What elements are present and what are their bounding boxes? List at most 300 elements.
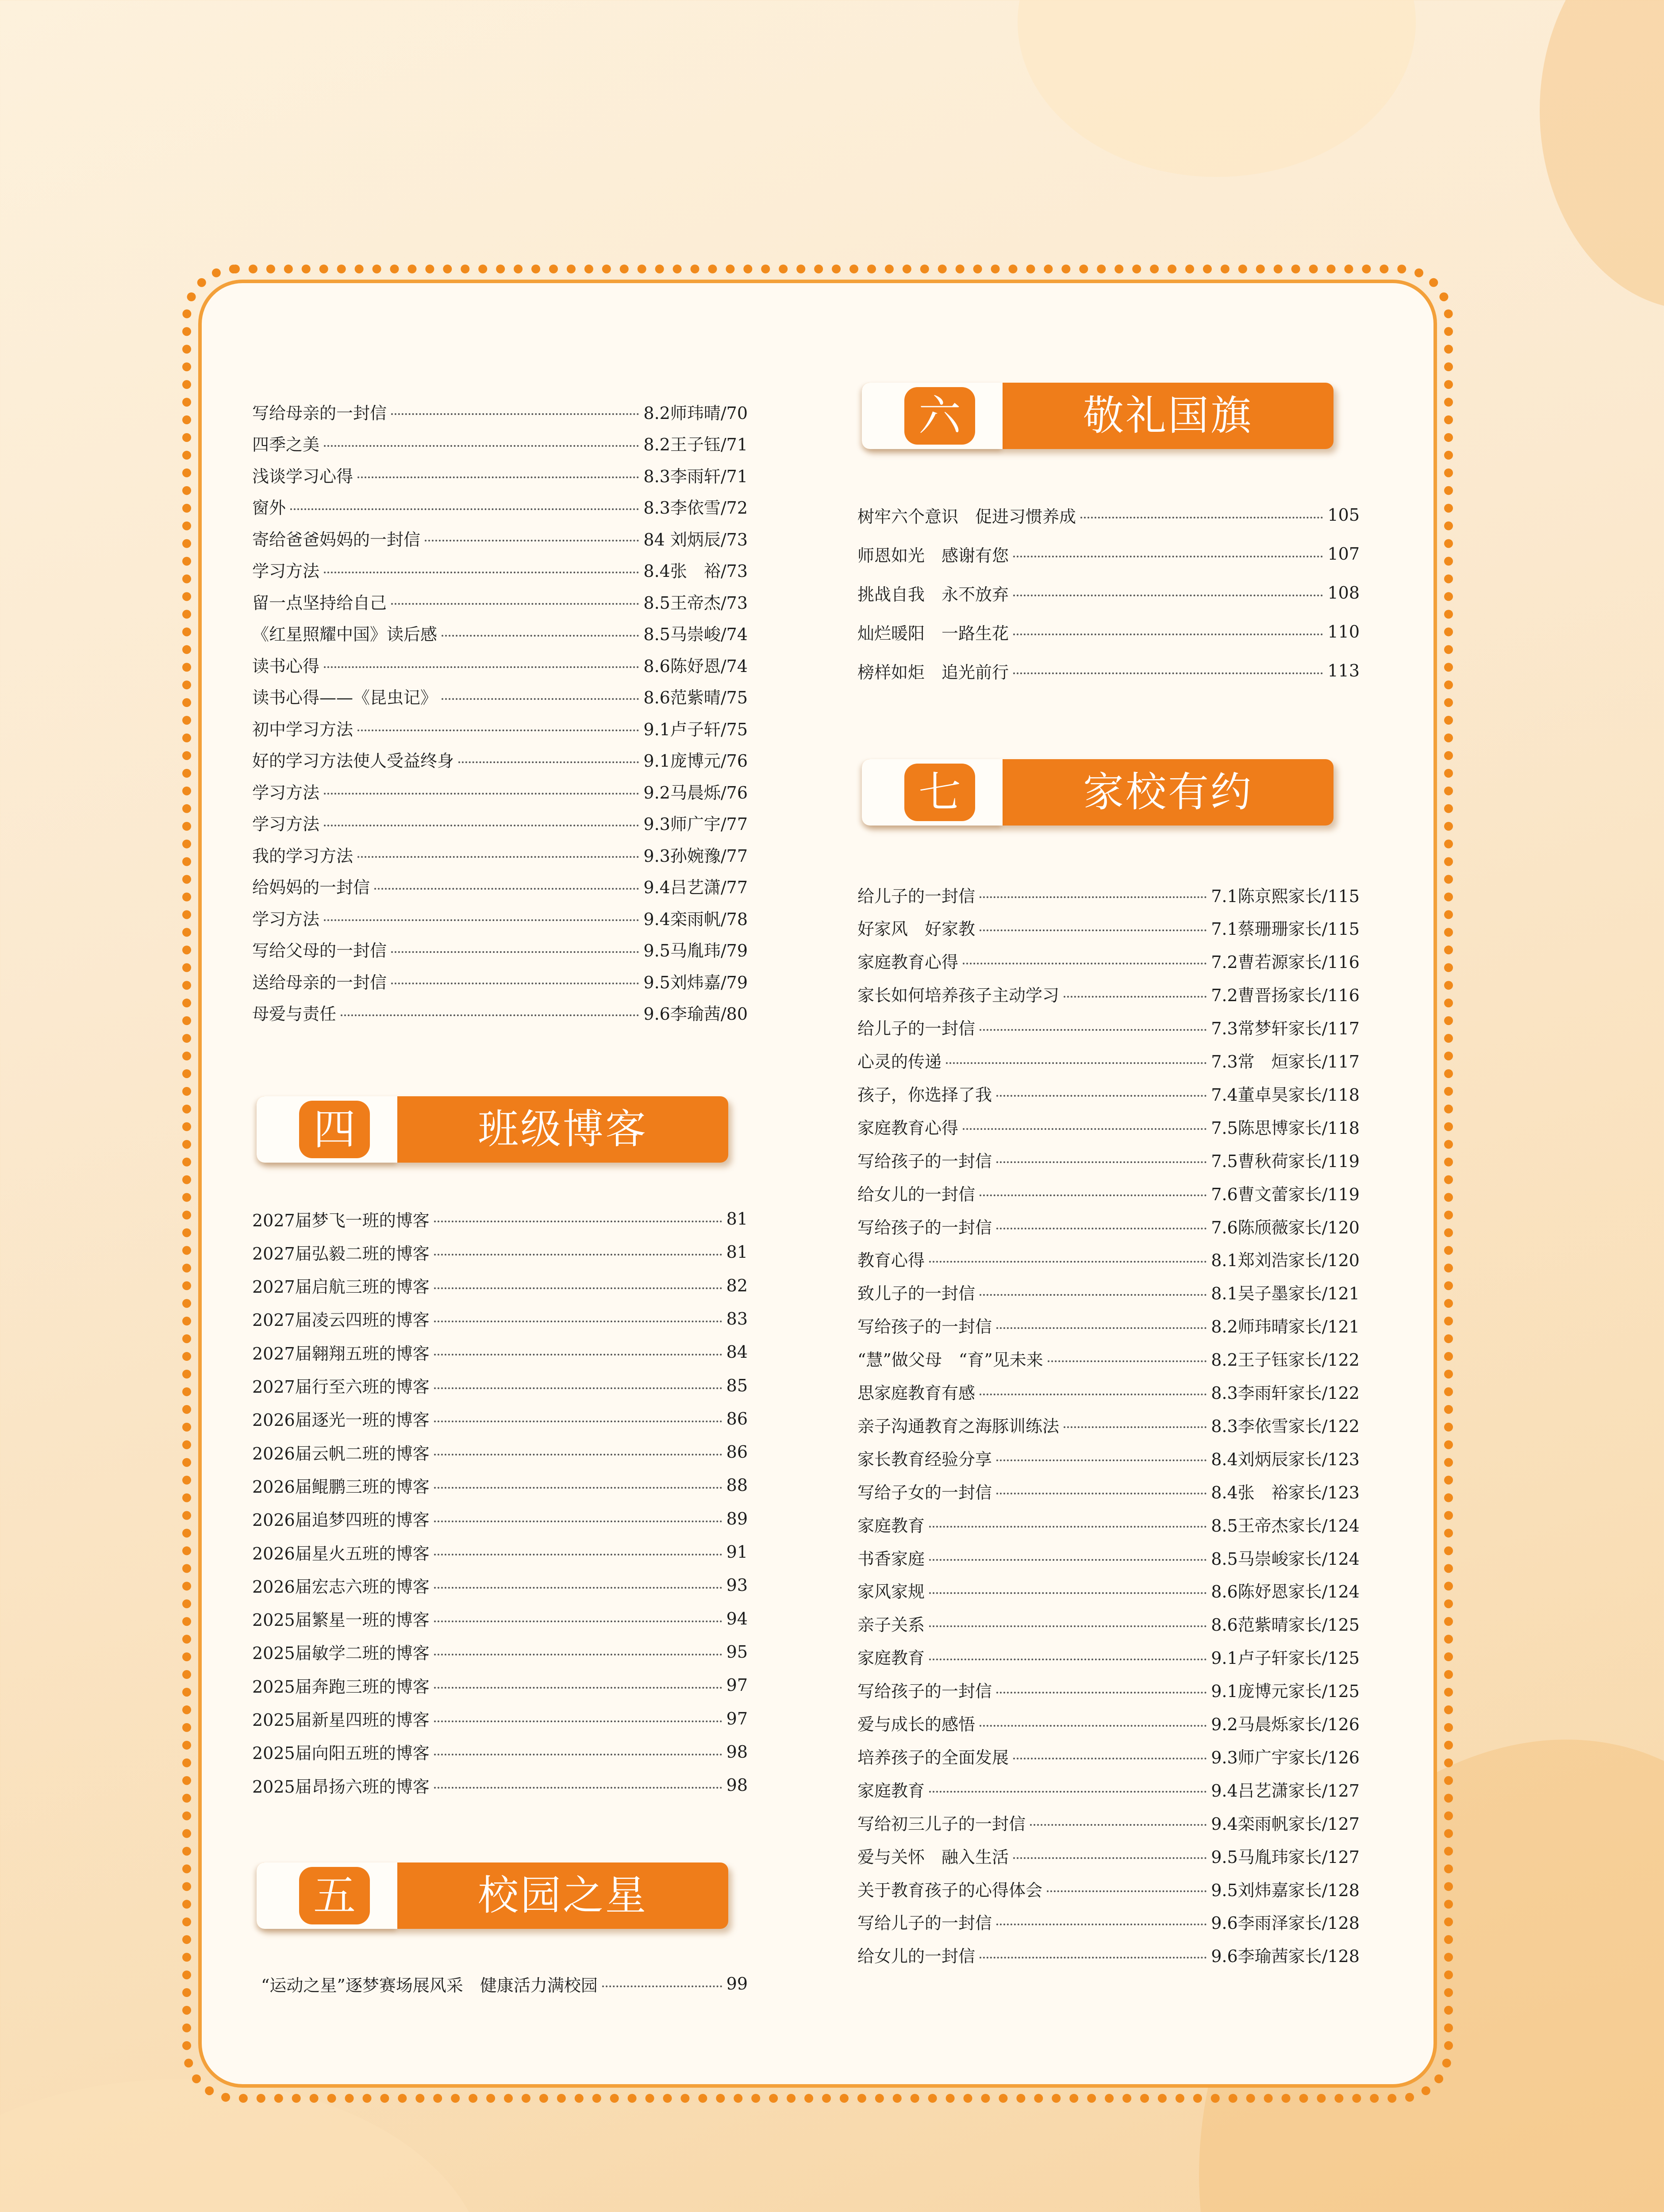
entry-title: 2025届繁星一班的博客	[252, 1610, 430, 1630]
toc-entry	[857, 1312, 1360, 1339]
entry-page: 7.6陈颀薇家长/120	[1211, 1217, 1360, 1237]
dot-leader	[391, 983, 639, 984]
toc-entry	[857, 1478, 1360, 1504]
entry-title: 四季之美	[252, 435, 320, 454]
entry-page: 9.3师广宇/77	[643, 814, 748, 834]
toc-entry	[252, 1472, 748, 1498]
toc-entry	[252, 1406, 748, 1432]
dot-leader	[425, 540, 639, 541]
entry-title: 学习方法	[252, 561, 320, 581]
toc-entry	[857, 502, 1360, 528]
dot-leader	[929, 1659, 1207, 1660]
section-number: 六	[904, 387, 975, 445]
entry-page: 7.2曹晋扬家长/116	[1211, 986, 1360, 1006]
toc-entry	[252, 1572, 748, 1598]
entry-page: 82	[726, 1275, 748, 1295]
toc-entry	[252, 683, 748, 710]
dot-leader	[290, 508, 639, 510]
entry-page: 8.2王子钰/71	[643, 435, 748, 454]
dot-leader	[980, 1394, 1207, 1395]
entry-title: 书香家庭	[857, 1549, 925, 1569]
dot-leader	[1030, 1824, 1207, 1826]
entry-page: 86	[726, 1409, 748, 1429]
toc-entry	[252, 1439, 748, 1465]
dot-leader	[434, 1454, 722, 1455]
entry-title: 写给孩子的一封信	[857, 1217, 992, 1237]
entry-page: 107	[1327, 544, 1360, 564]
entry-page: 9.1庞博元家长/125	[1211, 1682, 1360, 1701]
entry-page: 9.1卢子轩家长/125	[1211, 1648, 1360, 1668]
entry-page: 9.4栾雨帆/78	[643, 909, 748, 929]
entry-page: 7.3常梦轩家长/117	[1211, 1019, 1360, 1039]
entry-page: 9.4吕艺潇家长/127	[1211, 1781, 1360, 1801]
entry-title: 读书心得——《昆虫记》	[252, 688, 438, 707]
entry-title: 2027届翱翔五班的博客	[252, 1344, 430, 1363]
entry-title: 给儿子的一封信	[857, 1019, 976, 1039]
entry-page: 8.4张 裕/73	[643, 561, 748, 581]
dot-leader	[602, 1985, 722, 1987]
dot-leader	[458, 761, 639, 763]
dot-leader	[434, 1487, 722, 1489]
toc-entry	[857, 1080, 1360, 1106]
entry-title: 写给孩子的一封信	[857, 1317, 992, 1337]
dot-leader	[374, 888, 639, 890]
dot-leader	[434, 1387, 722, 1389]
section-header-6	[862, 383, 1334, 449]
entry-title: 2025届新星四班的博客	[252, 1710, 430, 1730]
dot-leader	[357, 476, 639, 478]
entry-title: 关于教育孩子的心得体会	[857, 1880, 1043, 1900]
toc-entry	[252, 1372, 748, 1399]
entry-title: 家庭教育	[857, 1781, 925, 1801]
entry-page: 8.4张 裕家长/123	[1211, 1482, 1360, 1502]
entry-title: 给儿子的一封信	[857, 886, 976, 906]
dot-leader	[341, 1014, 639, 1016]
toc-entry	[857, 1113, 1360, 1140]
toc-entry	[252, 1239, 748, 1265]
toc-entry	[857, 1047, 1360, 1074]
toc-entry	[252, 936, 748, 963]
toc-entry	[857, 580, 1360, 606]
entry-title: 2026届宏志六班的博客	[252, 1577, 430, 1597]
entry-title: 2027届梦飞一班的博客	[252, 1210, 430, 1230]
dot-leader	[1013, 1857, 1207, 1859]
dot-leader	[434, 1554, 722, 1555]
entry-title: 2025届向阳五班的博客	[252, 1743, 430, 1763]
entry-page: 9.6李雨泽家长/128	[1211, 1913, 1360, 1933]
entry-page: 7.1陈京熙家长/115	[1211, 886, 1360, 906]
entry-title: 家庭教育	[857, 1648, 925, 1668]
entry-page: 7.2曹若源家长/116	[1211, 952, 1360, 972]
entry-title: 写给儿子的一封信	[857, 1913, 992, 1933]
entry-title: 给女儿的一封信	[857, 1184, 976, 1204]
toc-entry	[252, 430, 748, 457]
dot-leader	[434, 1621, 722, 1622]
dot-leader	[391, 951, 639, 953]
entry-page: 8.6陈妤恩/74	[643, 656, 748, 676]
entry-page: 97	[726, 1709, 748, 1728]
entry-title: 写给母亲的一封信	[252, 403, 387, 423]
entry-page: 9.5马胤玮家长/127	[1211, 1847, 1360, 1867]
dot-leader	[1064, 1426, 1207, 1428]
toc-entry	[252, 841, 748, 868]
entry-title: 好家风 好家教	[857, 919, 976, 939]
dot-leader	[929, 1791, 1207, 1793]
dot-leader	[996, 1161, 1207, 1163]
toc-entry	[252, 1306, 748, 1332]
toc-entry	[857, 1146, 1360, 1173]
entry-title: 家风家规	[857, 1582, 925, 1602]
toc-entry	[252, 493, 748, 520]
entry-page: 8.2王子钰家长/122	[1211, 1350, 1360, 1370]
dot-leader	[980, 929, 1207, 931]
toc-entry	[857, 1213, 1360, 1239]
entry-title: 窗外	[252, 498, 286, 518]
toc-entry	[857, 657, 1360, 684]
dot-leader	[946, 1062, 1207, 1064]
entry-page: 88	[726, 1475, 748, 1495]
entry-page: 9.3师广宇家长/126	[1211, 1747, 1360, 1767]
entry-title: 培养孩子的全面发展	[857, 1747, 1009, 1767]
entry-title: 给女儿的一封信	[857, 1947, 976, 1966]
toc-entry	[857, 1179, 1360, 1206]
toc-entry	[252, 904, 748, 931]
toc-entry	[252, 1505, 748, 1532]
toc-entry	[857, 1577, 1360, 1604]
entry-title: 学习方法	[252, 909, 320, 929]
dot-leader	[980, 896, 1207, 898]
entry-title: 2025届敏学二班的博客	[252, 1644, 430, 1663]
entry-title: 榜样如炬 追光前行	[857, 662, 1009, 682]
entry-page: 9.4栾雨帆家长/127	[1211, 1814, 1360, 1834]
dot-leader	[442, 698, 639, 700]
section-number: 七	[904, 764, 975, 821]
entry-page: 91	[726, 1542, 748, 1562]
toc-entry	[252, 1672, 748, 1698]
entry-page: 9.3孙婉豫/77	[643, 846, 748, 866]
toc-entry	[252, 398, 748, 425]
toc-entry	[857, 1942, 1360, 1968]
dot-leader	[980, 1194, 1207, 1196]
dot-leader	[434, 1787, 722, 1789]
entry-page: 89	[726, 1509, 748, 1528]
entry-title: 树牢六个意识 促进习惯养成	[857, 507, 1076, 526]
entry-page: 7.6曹文蕾家长/119	[1211, 1184, 1360, 1204]
entry-page: 8.3李雨轩家长/122	[1211, 1383, 1360, 1403]
entry-page: 7.1蔡珊珊家长/115	[1211, 919, 1360, 939]
entry-title: 2027届行至六班的博客	[252, 1377, 430, 1397]
entry-title: 写给孩子的一封信	[857, 1682, 992, 1701]
dot-leader	[324, 825, 639, 826]
entry-title: 灿烂暖阳 一路生花	[857, 623, 1009, 643]
toc-entry	[857, 1644, 1360, 1670]
entry-page: 8.5马崇峻/74	[643, 625, 748, 644]
entry-page: 81	[726, 1242, 748, 1262]
dot-leader	[996, 1459, 1207, 1461]
entry-page: 93	[726, 1575, 748, 1595]
toc-entry	[857, 1279, 1360, 1306]
entry-page: 8.2师玮晴/70	[643, 403, 748, 423]
dot-leader	[434, 1287, 722, 1289]
entry-page: 97	[726, 1675, 748, 1695]
entry-title: 给妈妈的一封信	[252, 878, 370, 897]
toc-entry	[252, 1339, 748, 1365]
entry-page: 9.5刘炜嘉/79	[643, 972, 748, 992]
entry-page: 9.2马晨烁家长/126	[1211, 1715, 1360, 1734]
section-header-7	[862, 759, 1334, 826]
entry-title: 家长教育经验分享	[857, 1449, 992, 1469]
entry-title: 孩子，你选择了我	[857, 1085, 992, 1105]
dot-leader	[980, 1294, 1207, 1296]
toc-entry	[261, 1970, 748, 1997]
bg-decoration	[1018, 0, 1416, 177]
dot-leader	[963, 963, 1207, 964]
entry-page: 9.5刘炜嘉家长/128	[1211, 1880, 1360, 1900]
toc-entry	[857, 1909, 1360, 1935]
toc-entry	[857, 1875, 1360, 1902]
entry-title: 教育心得	[857, 1251, 925, 1271]
toc-entry	[252, 651, 748, 678]
dot-leader	[929, 1526, 1207, 1528]
dot-leader	[929, 1261, 1207, 1263]
dot-leader	[324, 919, 639, 921]
entry-page: 99	[726, 1974, 748, 1993]
entry-title: 2025届奔跑三班的博客	[252, 1677, 430, 1697]
section-number: 四	[299, 1101, 370, 1158]
toc-entry	[857, 1809, 1360, 1836]
entry-page: 85	[726, 1375, 748, 1395]
entry-page: 98	[726, 1742, 748, 1762]
dot-leader	[996, 1493, 1207, 1494]
bg-decoration	[1540, 0, 1664, 310]
entry-page: 95	[726, 1642, 748, 1662]
entry-title: 2026届追梦四班的博客	[252, 1510, 430, 1530]
dot-leader	[1013, 1758, 1207, 1759]
toc-entry	[252, 588, 748, 614]
dot-leader	[996, 1228, 1207, 1229]
dot-leader	[434, 1754, 722, 1755]
dot-leader	[980, 1957, 1207, 1959]
dot-leader	[391, 413, 639, 415]
entry-title: 好的学习方法使人受益终身	[252, 751, 454, 771]
toc-entry	[252, 1206, 748, 1232]
entry-title: 我的学习方法	[252, 846, 354, 866]
toc-entry	[857, 1776, 1360, 1802]
toc-entry	[252, 1639, 748, 1665]
section-header-4	[257, 1096, 728, 1163]
dot-leader	[1013, 672, 1323, 674]
entry-title: 爱与关怀 融入生活	[857, 1847, 1009, 1867]
entry-title: 爱与成长的感悟	[857, 1715, 976, 1734]
toc-entry	[857, 541, 1360, 567]
section-title: 校园之星	[477, 1872, 648, 1919]
dot-leader	[1048, 1360, 1207, 1362]
entry-page: 86	[726, 1442, 748, 1462]
entry-page: 7.5陈思博家长/118	[1211, 1118, 1360, 1138]
section-number: 五	[299, 1867, 370, 1924]
toc-entry	[252, 999, 748, 1026]
entry-page: 9.1庞博元/76	[643, 751, 748, 771]
entry-page: 8.5马崇峻家长/124	[1211, 1549, 1360, 1569]
entry-page: 9.4吕艺潇/77	[643, 878, 748, 897]
toc-entry	[857, 1411, 1360, 1438]
dot-leader	[996, 1095, 1207, 1097]
dot-leader	[996, 1327, 1207, 1329]
dot-leader	[929, 1592, 1207, 1594]
toc-entry	[857, 948, 1360, 974]
dot-leader	[324, 445, 639, 447]
dot-leader	[996, 1924, 1207, 1925]
toc-entry	[857, 1345, 1360, 1372]
dot-leader	[324, 666, 639, 668]
entry-title: 学习方法	[252, 783, 320, 803]
toc-entry	[252, 1772, 748, 1798]
dot-leader	[1013, 634, 1323, 635]
dot-leader	[324, 572, 639, 573]
entry-title: 2025届昂扬六班的博客	[252, 1777, 430, 1797]
entry-title: “慧”做父母 “育”见未来	[857, 1350, 1043, 1370]
entry-page: 83	[726, 1309, 748, 1329]
entry-title: 《红星照耀中国》读后感	[252, 625, 438, 644]
entry-page: 8.5王帝杰家长/124	[1211, 1516, 1360, 1536]
entry-title: 寄给爸爸妈妈的一封信	[252, 530, 421, 549]
entry-title: 2027届弘毅二班的博客	[252, 1244, 430, 1263]
toc-entry	[252, 525, 748, 551]
entry-title: 亲子关系	[857, 1615, 925, 1635]
entry-page: 84	[726, 1342, 748, 1362]
section-title: 敬礼国旗	[1083, 392, 1253, 439]
dot-leader	[434, 1521, 722, 1522]
entry-title: 写给父母的一封信	[252, 941, 387, 960]
entry-page: 8.1郑刘浩家长/120	[1211, 1251, 1360, 1271]
dot-leader	[434, 1587, 722, 1589]
entry-title: 2026届云帆二班的博客	[252, 1444, 430, 1463]
entry-page: 9.6李瑜茜/80	[643, 1004, 748, 1024]
dot-leader	[357, 730, 639, 731]
entry-title: 家庭教育	[857, 1516, 925, 1536]
entry-title: 思家庭教育有感	[857, 1383, 976, 1403]
toc-entry	[252, 810, 748, 836]
entry-title: 心灵的传递	[857, 1052, 942, 1071]
toc-entry	[857, 1842, 1360, 1869]
entry-title: 母爱与责任	[252, 1004, 337, 1024]
entry-page: 7.5曹秋荷家长/119	[1211, 1151, 1360, 1171]
section-title: 家校有约	[1083, 768, 1253, 816]
toc-entry	[857, 1610, 1360, 1637]
entry-page: 7.3常 烜家长/117	[1211, 1052, 1360, 1071]
entry-title: 亲子沟通教育之海豚训练法	[857, 1416, 1060, 1436]
entry-title: “运动之星”逐梦赛场展风采 健康活力满校园	[261, 1975, 598, 1995]
dot-leader	[996, 1692, 1207, 1694]
dot-leader	[434, 1321, 722, 1322]
entry-title: 家庭教育心得	[857, 952, 959, 972]
dot-leader	[434, 1654, 722, 1655]
toc-entry	[857, 981, 1360, 1007]
entry-page: 110	[1327, 622, 1360, 641]
toc-entry	[252, 1272, 748, 1299]
toc-entry	[857, 1014, 1360, 1041]
toc-entry	[857, 1677, 1360, 1703]
entry-page: 8.3李依雪/72	[643, 498, 748, 518]
dot-leader	[1080, 517, 1323, 518]
entry-title: 送给母亲的一封信	[252, 972, 387, 992]
entry-title: 2026届逐光一班的博客	[252, 1410, 430, 1430]
dot-leader	[980, 1029, 1207, 1031]
section-title: 班级博客	[477, 1106, 648, 1153]
toc-entry	[252, 778, 748, 804]
dot-leader	[357, 856, 639, 858]
entry-page: 9.2马晨烁/76	[643, 783, 748, 803]
toc-entry	[252, 1739, 748, 1765]
dot-leader	[963, 1128, 1207, 1130]
entry-title: 写给子女的一封信	[857, 1482, 992, 1502]
dot-leader	[1064, 996, 1207, 998]
dot-leader	[980, 1725, 1207, 1727]
entry-title: 师恩如光 感谢有您	[857, 545, 1009, 565]
toc-entry	[857, 881, 1360, 908]
entry-title: 家长如何培养孩子主动学习	[857, 986, 1060, 1006]
toc-entry	[857, 1444, 1360, 1471]
dot-leader	[434, 1254, 722, 1256]
toc-entry	[857, 1246, 1360, 1272]
toc-entry	[857, 1511, 1360, 1537]
section-header-5	[257, 1863, 728, 1929]
toc-entry	[252, 714, 748, 741]
toc-entry	[252, 461, 748, 488]
entry-page: 105	[1327, 505, 1360, 525]
entry-page: 81	[726, 1209, 748, 1229]
toc-entry	[857, 1710, 1360, 1736]
toc-entry	[252, 557, 748, 583]
toc-entry	[252, 968, 748, 994]
entry-page: 9.6李瑜茜家长/128	[1211, 1947, 1360, 1966]
entry-page: 94	[726, 1609, 748, 1628]
dot-leader	[434, 1720, 722, 1722]
entry-page: 8.6范紫晴家长/125	[1211, 1615, 1360, 1635]
entry-page: 7.4董卓昊家长/118	[1211, 1085, 1360, 1105]
toc-entry	[857, 1379, 1360, 1405]
dot-leader	[929, 1559, 1207, 1561]
entry-title: 2026届星火五班的博客	[252, 1544, 430, 1563]
entry-title: 写给孩子的一封信	[857, 1151, 992, 1171]
entry-title: 初中学习方法	[252, 719, 354, 739]
dot-leader	[434, 1421, 722, 1422]
dot-leader	[391, 603, 639, 605]
entry-title: 2026届鲲鹏三班的博客	[252, 1477, 430, 1497]
toc-entry	[252, 746, 748, 773]
entry-page: 8.5王帝杰/73	[643, 593, 748, 613]
toc-entry	[252, 620, 748, 646]
entry-title: 2027届凌云四班的博客	[252, 1310, 430, 1330]
toc-entry	[252, 873, 748, 899]
entry-page: 8.3李依雪家长/122	[1211, 1416, 1360, 1436]
toc-entry	[857, 1743, 1360, 1769]
entry-page: 113	[1327, 661, 1360, 680]
entry-title: 挑战自我 永不放弃	[857, 584, 1009, 604]
entry-title: 写给初三儿子的一封信	[857, 1814, 1026, 1834]
entry-page: 8.6范紫晴/75	[643, 688, 748, 707]
entry-title: 读书心得	[252, 656, 320, 676]
entry-page: 9.5马胤玮/79	[643, 941, 748, 960]
toc-entry	[857, 1544, 1360, 1571]
dot-leader	[1047, 1890, 1207, 1892]
dot-leader	[1013, 595, 1323, 596]
entry-title: 留一点坚持给自己	[252, 593, 387, 613]
entry-title: 浅谈学习心得	[252, 466, 354, 486]
entry-title: 学习方法	[252, 814, 320, 834]
entry-page: 8.4刘炳辰家长/123	[1211, 1449, 1360, 1469]
dot-leader	[324, 793, 639, 795]
